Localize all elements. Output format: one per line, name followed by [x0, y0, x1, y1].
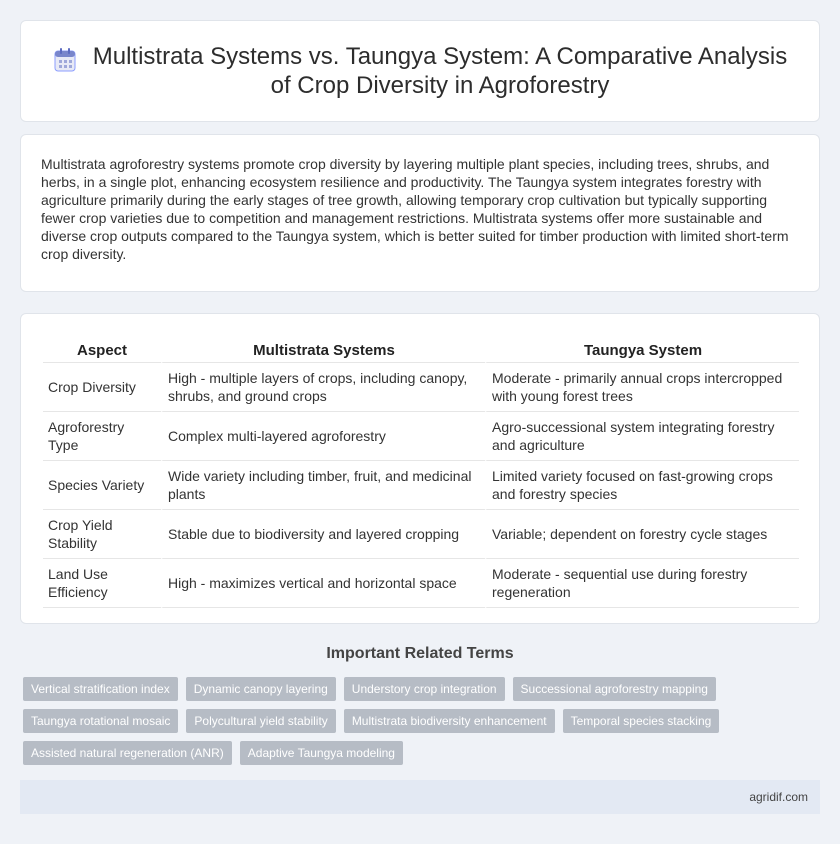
- summary-card: [20, 134, 820, 292]
- taungya-cell: Limited variety focused on fast-growing crops and forestry species: [485, 461, 799, 510]
- header-card: [20, 20, 820, 122]
- footer-site-link[interactable]: agridif.com: [749, 790, 808, 804]
- related-term-tag[interactable]: Adaptive Taungya modeling: [240, 741, 403, 765]
- related-terms-list: [23, 677, 823, 773]
- footer: [20, 780, 820, 814]
- summary-text: Multistrata agroforestry systems promote crop diversity by layering multiple plant species, including trees, shrubs, and herbs, in a single plot, enhancing ecosystem resilience and productivity. The Taungya system integrates forestry with agriculture primarily during the early stages of tree growth, allowing temporary crop cultivation but typically supporting fewer crop varieties due to competition and management restrictions. Multistrata systems offer more sustainable and diverse crop outputs compared to the Taungya system, which is better suited for timber production with limited short-term crop diversity.: [41, 156, 789, 262]
- multistrata-cell: Complex multi-layered agroforestry: [161, 412, 485, 461]
- related-term-tag[interactable]: Temporal species stacking: [563, 709, 720, 733]
- table-row: [43, 559, 799, 608]
- table-row: [43, 510, 799, 559]
- comparison-table-card: [20, 313, 820, 624]
- aspect-cell: Crop Yield Stability: [43, 510, 161, 559]
- taungya-cell: Moderate - sequential use during forestry regeneration: [485, 559, 799, 608]
- multistrata-cell: High - multiple layers of crops, including canopy, shrubs, and ground crops: [161, 363, 485, 412]
- table-row: [43, 461, 799, 510]
- page-title: Multistrata Systems vs. Taungya System: A Comparative Analysis of Crop Diversity in Agroforestry: [92, 43, 788, 99]
- taungya-cell: Variable; dependent on forestry cycle stages: [485, 510, 799, 559]
- multistrata-cell: Stable due to biodiversity and layered cropping: [161, 510, 485, 559]
- related-term-tag[interactable]: Dynamic canopy layering: [186, 677, 336, 701]
- related-term-tag[interactable]: Vertical stratification index: [23, 677, 178, 701]
- related-term-tag[interactable]: Multistrata biodiversity enhancement: [344, 709, 555, 733]
- aspect-cell: Crop Diversity: [43, 363, 161, 412]
- related-term-tag[interactable]: Assisted natural regeneration (ANR): [23, 741, 232, 765]
- related-term-tag[interactable]: Understory crop integration: [344, 677, 505, 701]
- taungya-cell: Moderate - primarily annual crops intercropped with young forest trees: [485, 363, 799, 412]
- column-header-aspect: Aspect: [43, 332, 161, 363]
- related-term-tag[interactable]: Successional agroforestry mapping: [513, 677, 716, 701]
- column-header-multistrata: Multistrata Systems: [161, 332, 485, 363]
- aspect-cell: Agroforestry Type: [43, 412, 161, 461]
- table-header-row: [43, 332, 799, 363]
- taungya-cell: Agro-successional system integrating forestry and agriculture: [485, 412, 799, 461]
- multistrata-cell: High - maximizes vertical and horizontal space: [161, 559, 485, 608]
- table-row: [43, 412, 799, 461]
- related-terms-heading: Important Related Terms: [326, 645, 514, 662]
- multistrata-cell: Wide variety including timber, fruit, and medicinal plants: [161, 461, 485, 510]
- comparison-table: [43, 332, 799, 608]
- aspect-cell: Species Variety: [43, 461, 161, 510]
- column-header-taungya: Taungya System: [485, 332, 799, 363]
- related-term-tag[interactable]: Polycultural yield stability: [186, 709, 335, 733]
- aspect-cell: Land Use Efficiency: [43, 559, 161, 608]
- related-term-tag[interactable]: Taungya rotational mosaic: [23, 709, 178, 733]
- table-row: [43, 363, 799, 412]
